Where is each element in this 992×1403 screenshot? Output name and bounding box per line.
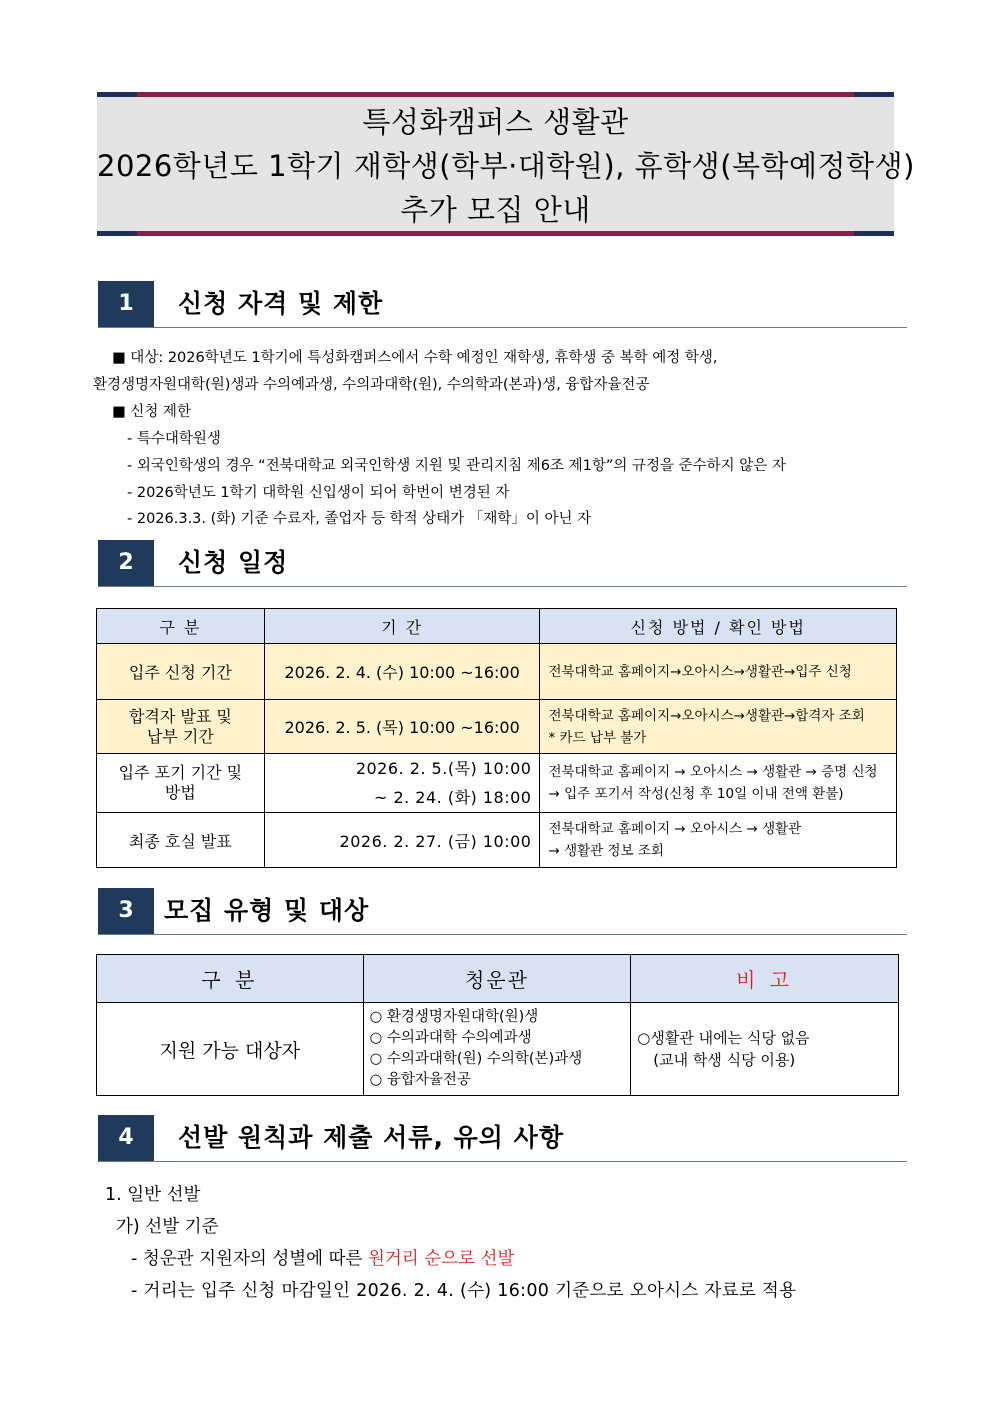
restrict-item: - 외국인학생의 경우 “전북대학교 외국인학생 지원 및 관리지침 제6조 제1항”의 규정을 준수하지 않은 자 [127, 458, 786, 474]
item-heading: 1. 일반 선발 [105, 1185, 201, 1205]
note-cell: ○생활관 내에는 식당 없음 (교내 학생 식당 이용) [631, 1003, 899, 1096]
list-item: ○ 수의과대학 수의예과생 [369, 1030, 532, 1046]
restrict-item: - 2026.3.3. (화) 기준 수료자, 졸업자 등 학적 상태가 「재학」이 아닌 자 [127, 511, 592, 527]
section-title: 신청 일정 [178, 548, 289, 577]
section-1-header [98, 281, 907, 328]
list-item: ○ 수의과대학(원) 수의학(본)과생 [369, 1051, 583, 1067]
table-header: 기 간 [264, 609, 540, 644]
title-bottom-bar [97, 231, 894, 236]
target-line-2: 환경생명자원대학(원)생과 수의예과생, 수의과대학(원), 수의학과(본과)생, 융합자율전공 [93, 377, 650, 393]
list-item: ○ 환경생명자원대학(원)생 [369, 1009, 539, 1025]
bullet-line: - 청운관 지원자의 성별에 따른 원거리 순으로 선발 [131, 1249, 515, 1269]
row-method: 전북대학교 홈페이지 → 오아시스 → 생활관 → 증명 신청 → 입주 포기서 작성(신청 후 10일 이내 전액 환불) [540, 754, 897, 813]
list-item: ○ 융합자율전공 [369, 1072, 471, 1088]
table-header: 청운관 [363, 955, 631, 1003]
highlight-text: 원거리 순으로 선발 [368, 1249, 515, 1269]
schedule-table [96, 608, 897, 868]
row-method: 전북대학교 홈페이지→오아시스→생활관→입주 신청 [540, 644, 897, 700]
section-number: 4 [98, 1115, 154, 1161]
section-title: 신청 자격 및 제한 [178, 289, 384, 318]
table-row [97, 754, 897, 813]
restrict-heading: ■ 신청 제한 [112, 404, 191, 420]
table-row [97, 644, 897, 700]
row-method: 전북대학교 홈페이지 → 오아시스 → 생활관 → 생활관 정보 조회 [540, 813, 897, 868]
title-line-1: 특성화캠퍼스 생활관 [362, 105, 629, 139]
target-line-1: ■ 대상: 2026학년도 1학기에 특성화캠퍼스에서 수학 예정인 재학생, 휴학생 중 복학 예정 학생, [112, 350, 718, 366]
row-period: 2026. 2. 4. (수) 10:00 ~16:00 [264, 644, 540, 700]
table-row [97, 813, 897, 868]
row-label: 합격자 발표 및 납부 기간 [97, 700, 265, 754]
section-title: 모집 유형 및 대상 [164, 896, 370, 925]
restrict-item: - 2026학년도 1학기 대학원 신입생이 되어 학번이 변경된 자 [127, 485, 510, 501]
sub-heading: 가) 선발 기준 [116, 1217, 219, 1237]
title-line-2: 2026학년도 1학기 재학생(학부·대학원), 휴학생(복학예정학생) [97, 149, 915, 183]
section-number: 2 [98, 540, 154, 586]
section-number: 3 [98, 888, 154, 934]
table-header-note: 비 고 [631, 955, 899, 1003]
restrict-item: - 특수대학원생 [127, 431, 221, 447]
table-header: 구 분 [97, 609, 265, 644]
row-method: 전북대학교 홈페이지→오아시스→생활관→합격자 조회 * 카드 납부 불가 [540, 700, 897, 754]
table-row [97, 1003, 899, 1096]
row-period: 2026. 2. 27. (금) 10:00 [264, 813, 540, 868]
section-2-header [98, 540, 907, 587]
row-label: 최종 호실 발표 [97, 813, 265, 868]
table-header: 구 분 [97, 955, 364, 1003]
section-4-header [98, 1115, 907, 1162]
row-label: 지원 가능 대상자 [97, 1003, 364, 1096]
section-3-header [98, 888, 907, 935]
row-period: 2026. 2. 5.(목) 10:00 ~ 2. 24. (화) 18:00 [264, 754, 540, 813]
recruit-table [96, 954, 899, 1096]
section-number: 1 [98, 281, 154, 327]
row-label: 입주 포기 기간 및 방법 [97, 754, 265, 813]
title-line-3: 추가 모집 안내 [400, 193, 591, 227]
section-title: 선발 원칙과 제출 서류, 유의 사항 [178, 1123, 564, 1152]
row-label: 입주 신청 기간 [97, 644, 265, 700]
target-list [363, 1003, 631, 1096]
table-row [97, 700, 897, 754]
title-banner [97, 92, 915, 236]
table-header: 신청 방법 / 확인 방법 [540, 609, 897, 644]
title-top-bar [97, 92, 894, 97]
bullet-line: - 거리는 입주 신청 마감일인 2026. 2. 4. (수) 16:00 기준으로 오아시스 자료로 적용 [131, 1281, 797, 1301]
row-period: 2026. 2. 5. (목) 10:00 ~16:00 [264, 700, 540, 754]
